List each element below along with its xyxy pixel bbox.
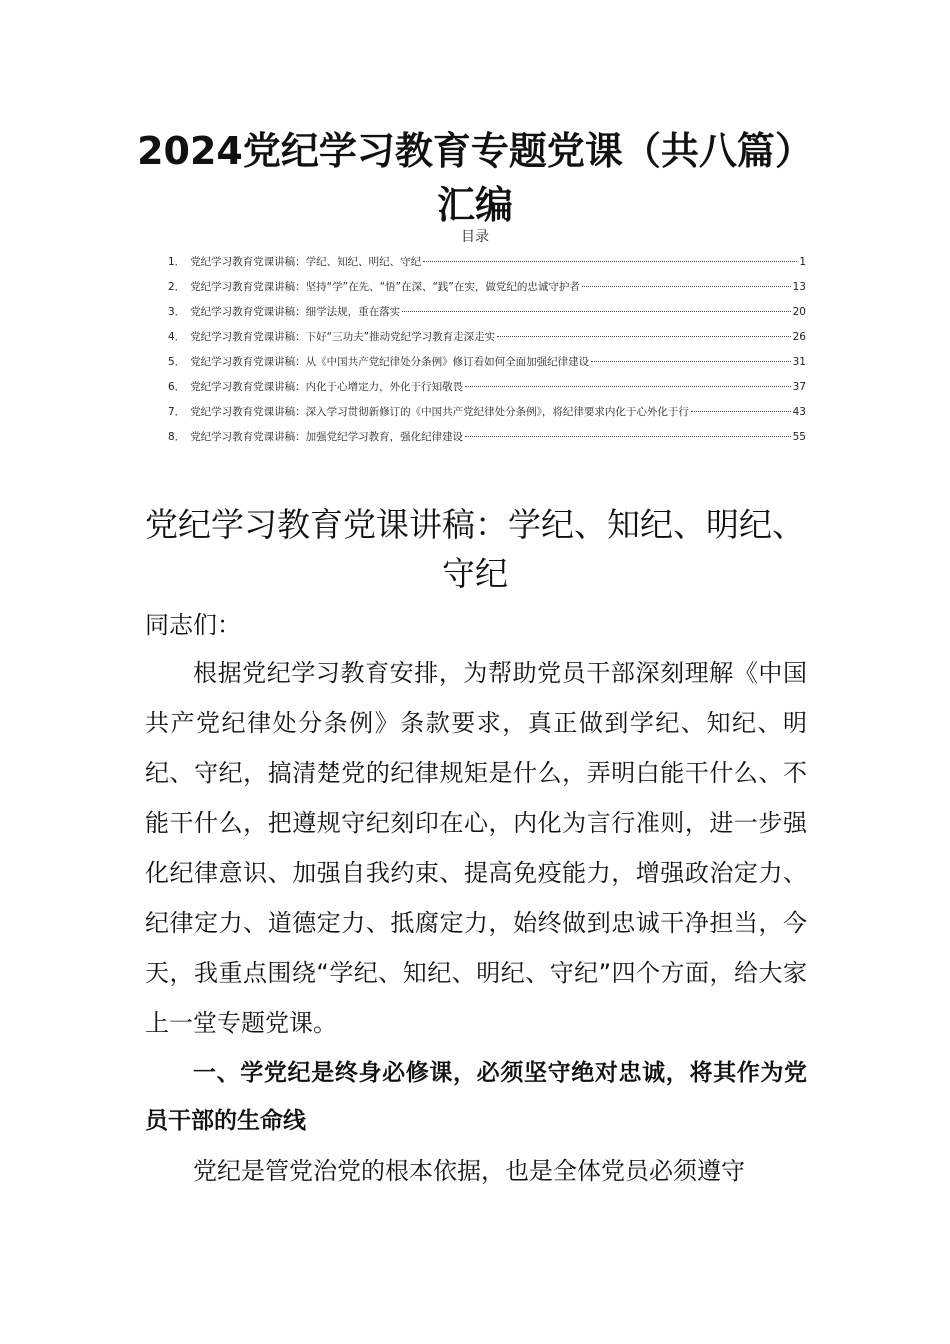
toc-entry-page: 20 bbox=[792, 306, 806, 318]
toc-entry-number: 5． bbox=[168, 356, 186, 368]
document-title: 2024党纪学习教育专题党课（共八篇）汇编 bbox=[137, 129, 813, 227]
toc-entry-page: 55 bbox=[792, 431, 806, 443]
toc-entry[interactable] bbox=[168, 327, 806, 352]
toc-entry-page: 43 bbox=[792, 406, 806, 418]
toc-entry[interactable] bbox=[168, 352, 806, 377]
toc-entry[interactable] bbox=[168, 277, 806, 302]
toc-entry-page: 13 bbox=[792, 281, 806, 293]
toc-entry-title: 党纪学习教育党课讲稿：从《中国共产党纪律处分条例》修订看如何全面加强纪律建设 bbox=[190, 356, 590, 368]
toc-entry-number: 3． bbox=[168, 306, 186, 318]
toc-entry-page: 37 bbox=[792, 381, 806, 393]
toc-entry-number: 2． bbox=[168, 281, 186, 293]
toc-leader-dots bbox=[423, 261, 797, 262]
toc-entry[interactable] bbox=[168, 427, 806, 452]
body-paragraph: 党纪是管党治党的根本依据，也是全体党员必须遵守 bbox=[193, 1157, 745, 1185]
body-paragraph: 根据党纪学习教育安排，为帮助党员干部深刻理解《中国共产党纪律处分条例》条款要求，真正做到学纪、知纪、明纪、守纪，搞清楚党的纪律规矩是什么，弄明白能干什么、不能干什么，把遵规守纪刻印在心，内化为言行准则，进一步强化纪律意识、加强自我约束、提高免疫能力，增强政治定力、纪律定力、道德定力、抵腐定力，始终做到忠诚干净担当，今天，我重点围绕“学纪、知纪、明纪、守纪”四个方面，给大家上一堂专题党课。 bbox=[145, 659, 807, 1037]
toc-leader-dots bbox=[465, 436, 790, 437]
toc-entry-number: 8． bbox=[168, 431, 186, 443]
toc-leader-dots bbox=[402, 311, 790, 312]
toc-entry-title: 党纪学习教育党课讲稿：坚持“学”在先、“悟”在深、“践”在实，做党纪的忠诚守护者 bbox=[190, 281, 580, 293]
toc-entry[interactable] bbox=[168, 302, 806, 327]
toc-leader-dots bbox=[497, 336, 791, 337]
toc-entry-title: 党纪学习教育党课讲稿：下好“三功夫”推动党纪学习教育走深走实 bbox=[190, 331, 496, 343]
toc-leader-dots bbox=[691, 411, 791, 412]
toc-entry[interactable] bbox=[168, 377, 806, 402]
toc-entry-title: 党纪学习教育党课讲稿：细学法规，重在落实 bbox=[190, 306, 401, 318]
subsection-heading: 一、学党纪是终身必修课，必须坚守绝对忠诚，将其作为党员干部的生命线 bbox=[145, 1060, 807, 1134]
toc-leader-dots bbox=[465, 386, 790, 387]
toc-entry-title: 党纪学习教育党课讲稿：深入学习贯彻新修订的《中国共产党纪律处分条例》，将纪律要求内化于心外化于行 bbox=[190, 406, 689, 418]
toc-entry-page: 31 bbox=[792, 356, 806, 368]
toc-entry-title: 党纪学习教育党课讲稿：内化于心增定力，外化于行知敬畏 bbox=[190, 381, 464, 393]
toc-entry[interactable] bbox=[168, 402, 806, 427]
toc-entry-page: 26 bbox=[792, 331, 806, 343]
toc-entry-title: 党纪学习教育党课讲稿：加强党纪学习教育，强化纪律建设 bbox=[190, 431, 464, 443]
salutation: 同志们： bbox=[145, 611, 241, 639]
section-title: 党纪学习教育党课讲稿：学纪、知纪、明纪、守纪 bbox=[145, 505, 805, 593]
toc-entry-title: 党纪学习教育党课讲稿：学纪、知纪、明纪、守纪 bbox=[190, 256, 422, 268]
toc-entry-number: 1． bbox=[168, 256, 186, 268]
toc-leader-dots bbox=[582, 286, 791, 287]
table-of-contents bbox=[168, 252, 806, 452]
toc-heading: 目录 bbox=[461, 229, 489, 245]
toc-entry[interactable] bbox=[168, 252, 806, 277]
toc-entry-number: 7． bbox=[168, 406, 186, 418]
toc-entry-page: 1 bbox=[799, 256, 806, 268]
toc-entry-number: 6． bbox=[168, 381, 186, 393]
toc-leader-dots bbox=[591, 361, 790, 362]
toc-entry-number: 4． bbox=[168, 331, 186, 343]
